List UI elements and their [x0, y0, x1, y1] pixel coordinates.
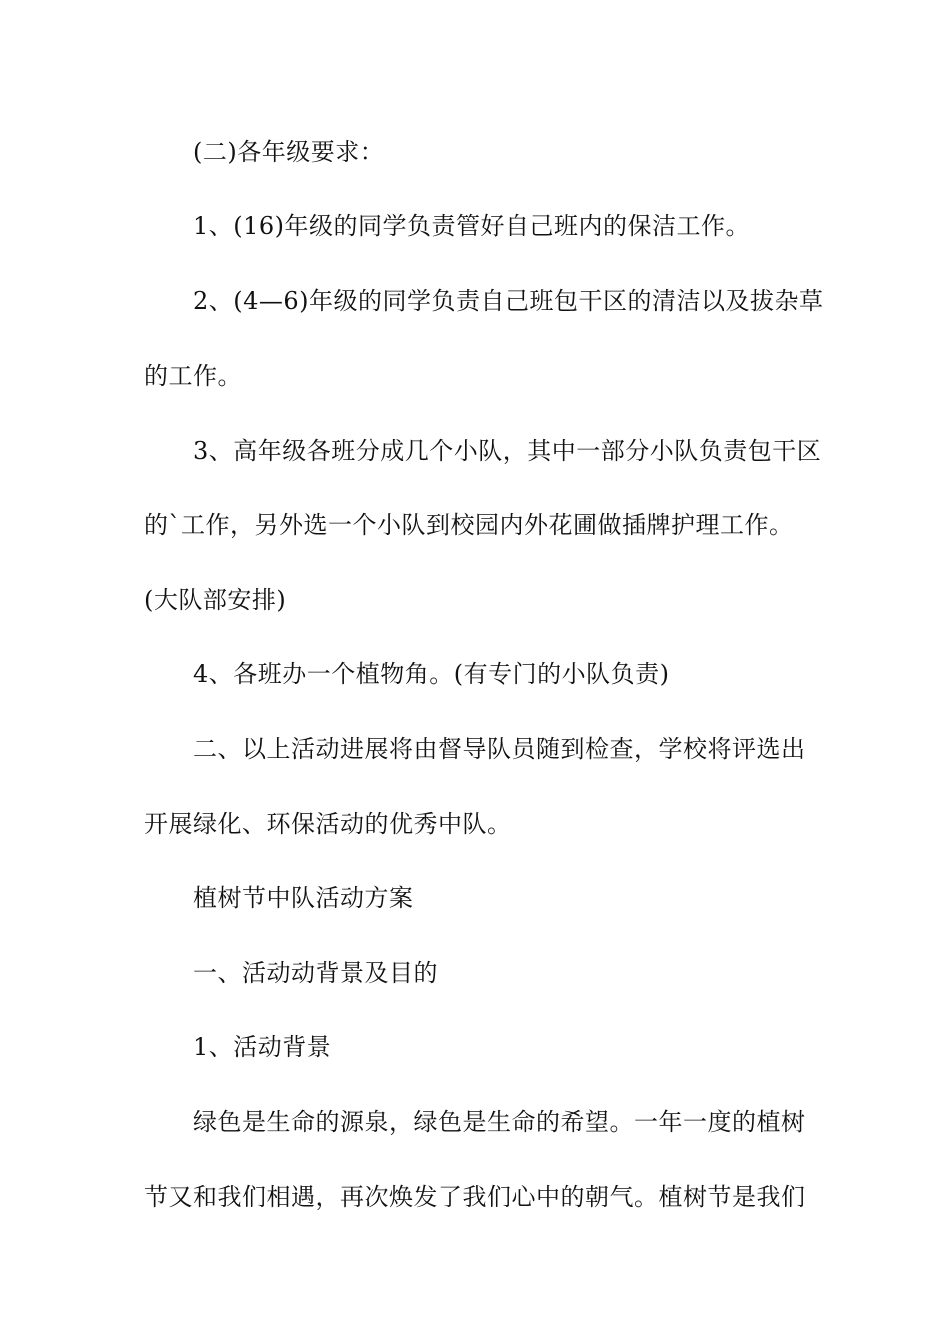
paragraph-line: 2、(4—6)年级的同学负责自己班包干区的清洁以及拔杂草: [193, 287, 824, 315]
paragraph-line: 4、各班办一个植物角。(有专门的小队负责): [193, 660, 670, 688]
paragraph-line: 1、(16)年级的同学负责管好自己班内的保洁工作。: [193, 212, 751, 240]
paragraph-line: (大队部安排): [144, 586, 287, 614]
paragraph-line: 的工作。: [144, 362, 242, 390]
paragraph-line: 的`工作，另外选一个小队到校园内外花圃做插牌护理工作。: [144, 511, 794, 539]
section-heading: 一、活动动背景及目的: [193, 959, 438, 987]
paragraph-line: 绿色是生命的源泉，绿色是生命的希望。一年一度的植树: [193, 1108, 806, 1136]
paragraph-line: 节又和我们相遇，再次焕发了我们心中的朝气。植树节是我们: [144, 1183, 806, 1211]
section-title: 植树节中队活动方案: [193, 884, 414, 912]
subsection-heading: 1、活动背景: [193, 1033, 332, 1061]
paragraph-line: 3、高年级各班分成几个小队，其中一部分小队负责包干区: [193, 437, 822, 465]
paragraph-line: 开展绿化、环保活动的优秀中队。: [144, 810, 512, 838]
grade-requirements-heading: (二)各年级要求：: [193, 138, 385, 166]
paragraph-line: 二、以上活动进展将由督导队员随到检查，学校将评选出: [193, 735, 806, 763]
